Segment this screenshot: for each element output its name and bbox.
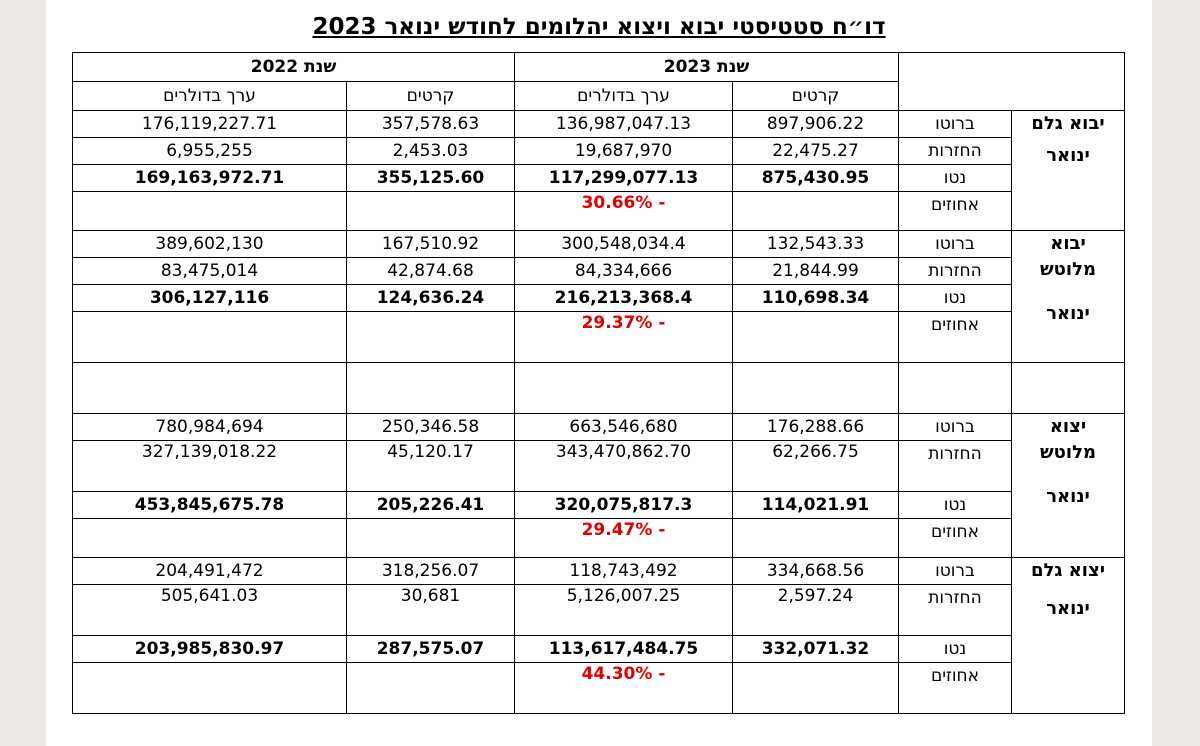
cell-carats-2023: 332,071.32 [733, 636, 899, 663]
cell-carats-2023: 132,543.33 [733, 231, 899, 258]
cell-value-2022: 780,984,694 [73, 414, 347, 441]
spacer-cell [515, 363, 733, 414]
section-month: ינואר [1046, 303, 1090, 324]
row-label-net: נטו [899, 492, 1012, 519]
cell-value-2022: 389,602,130 [73, 231, 347, 258]
cell-empty [347, 312, 515, 363]
cell-value-2022: 203,985,830.97 [73, 636, 347, 663]
percent-change: - 44.30% [515, 663, 733, 714]
cell-value-2022: 83,475,014 [73, 258, 347, 285]
spacer-cell [899, 363, 1012, 414]
cell-carats-2022: 45,120.17 [347, 441, 515, 492]
cell-carats-2022: 357,578.63 [347, 111, 515, 138]
cell-carats-2023: 334,668.56 [733, 558, 899, 585]
cell-empty [347, 192, 515, 231]
row-label-returns: החזרות [899, 585, 1012, 636]
cell-value-2022: 6,955,255 [73, 138, 347, 165]
cell-value-2022: 327,139,018.22 [73, 441, 347, 492]
cell-carats-2022: 124,636.24 [347, 285, 515, 312]
cell-value-2023: 300,548,034.4 [515, 231, 733, 258]
section-name-line2: מלוטש [1040, 442, 1096, 463]
cell-empty [347, 519, 515, 558]
header-year-2022: שנת 2022 [73, 53, 515, 82]
cell-carats-2023: 22,475.27 [733, 138, 899, 165]
spacer-cell [1012, 363, 1125, 414]
section-name: יבוא גלם [1031, 113, 1105, 134]
cell-value-2023: 113,617,484.75 [515, 636, 733, 663]
header-value-2023: ערך בדולרים [515, 82, 733, 111]
cell-value-2023: 117,299,077.13 [515, 165, 733, 192]
section-rough-export-label [1012, 558, 1125, 714]
cell-empty [73, 663, 347, 714]
header-blank-cell [899, 53, 1125, 111]
cell-empty [73, 519, 347, 558]
cell-value-2023: 118,743,492 [515, 558, 733, 585]
row-label-returns: החזרות [899, 441, 1012, 492]
row-label-percent: אחוזים [899, 519, 1012, 558]
row-label-gross: ברוטו [899, 111, 1012, 138]
section-name: יצוא [1049, 416, 1087, 437]
cell-empty [733, 519, 899, 558]
cell-empty [73, 312, 347, 363]
cell-carats-2023: 62,266.75 [733, 441, 899, 492]
row-label-returns: החזרות [899, 138, 1012, 165]
section-month: ינואר [1046, 598, 1090, 619]
row-label-net: נטו [899, 636, 1012, 663]
row-label-gross: ברוטו [899, 231, 1012, 258]
section-name: יבוא [1050, 233, 1086, 254]
cell-value-2022: 306,127,116 [73, 285, 347, 312]
statistics-table [72, 52, 1125, 714]
cell-carats-2022: 318,256.07 [347, 558, 515, 585]
percent-change: - 30.66% [515, 192, 733, 231]
cell-carats-2022: 167,510.92 [347, 231, 515, 258]
section-polished-import-label [1012, 231, 1125, 363]
spacer-cell [733, 363, 899, 414]
row-label-percent: אחוזים [899, 312, 1012, 363]
cell-value-2023: 136,987,047.13 [515, 111, 733, 138]
cell-carats-2023: 2,597.24 [733, 585, 899, 636]
cell-empty [733, 663, 899, 714]
section-rough-import-label [1012, 111, 1125, 231]
header-value-2022: ערך בדולרים [73, 82, 347, 111]
cell-value-2023: 663,546,680 [515, 414, 733, 441]
cell-carats-2023: 21,844.99 [733, 258, 899, 285]
cell-value-2023: 19,687,970 [515, 138, 733, 165]
row-label-gross: ברוטו [899, 558, 1012, 585]
cell-carats-2023: 114,021.91 [733, 492, 899, 519]
cell-carats-2022: 2,453.03 [347, 138, 515, 165]
cell-empty [73, 192, 347, 231]
header-year-2023: שנת 2023 [515, 53, 899, 82]
row-label-gross: ברוטו [899, 414, 1012, 441]
cell-carats-2022: 30,681 [347, 585, 515, 636]
cell-value-2023: 343,470,862.70 [515, 441, 733, 492]
cell-carats-2022: 42,874.68 [347, 258, 515, 285]
row-label-percent: אחוזים [899, 663, 1012, 714]
cell-value-2023: 320,075,817.3 [515, 492, 733, 519]
cell-carats-2023: 875,430.95 [733, 165, 899, 192]
report-title: דו״ח סטטיסטי יבוא ויצוא יהלומים לחודש ינואר 2023 [312, 14, 886, 40]
cell-empty [347, 663, 515, 714]
cell-value-2022: 505,641.03 [73, 585, 347, 636]
cell-value-2022: 176,119,227.71 [73, 111, 347, 138]
section-month: ינואר [1046, 486, 1090, 507]
section-month: ינואר [1046, 145, 1090, 166]
row-label-net: נטו [899, 285, 1012, 312]
cell-value-2022: 453,845,675.78 [73, 492, 347, 519]
cell-carats-2022: 355,125.60 [347, 165, 515, 192]
cell-carats-2023: 897,906.22 [733, 111, 899, 138]
header-carats-2022: קרטים [347, 82, 515, 111]
cell-carats-2022: 205,226.41 [347, 492, 515, 519]
section-name: יצוא גלם [1030, 560, 1106, 581]
row-label-returns: החזרות [899, 258, 1012, 285]
cell-carats-2023: 176,288.66 [733, 414, 899, 441]
cell-carats-2022: 287,575.07 [347, 636, 515, 663]
section-name-line2: מלוטש [1040, 259, 1096, 280]
section-polished-export-label [1012, 414, 1125, 558]
cell-empty [733, 312, 899, 363]
cell-value-2022: 169,163,972.71 [73, 165, 347, 192]
row-label-net: נטו [899, 165, 1012, 192]
cell-carats-2023: 110,698.34 [733, 285, 899, 312]
percent-change: - 29.37% [515, 312, 733, 363]
cell-value-2023: 5,126,007.25 [515, 585, 733, 636]
cell-carats-2022: 250,346.58 [347, 414, 515, 441]
cell-empty [733, 192, 899, 231]
row-label-percent: אחוזים [899, 192, 1012, 231]
percent-change: - 29.47% [515, 519, 733, 558]
header-carats-2023: קרטים [733, 82, 899, 111]
cell-value-2023: 84,334,666 [515, 258, 733, 285]
spacer-cell [73, 363, 347, 414]
cell-value-2022: 204,491,472 [73, 558, 347, 585]
spacer-cell [347, 363, 515, 414]
cell-value-2023: 216,213,368.4 [515, 285, 733, 312]
report-page [46, 0, 1152, 746]
